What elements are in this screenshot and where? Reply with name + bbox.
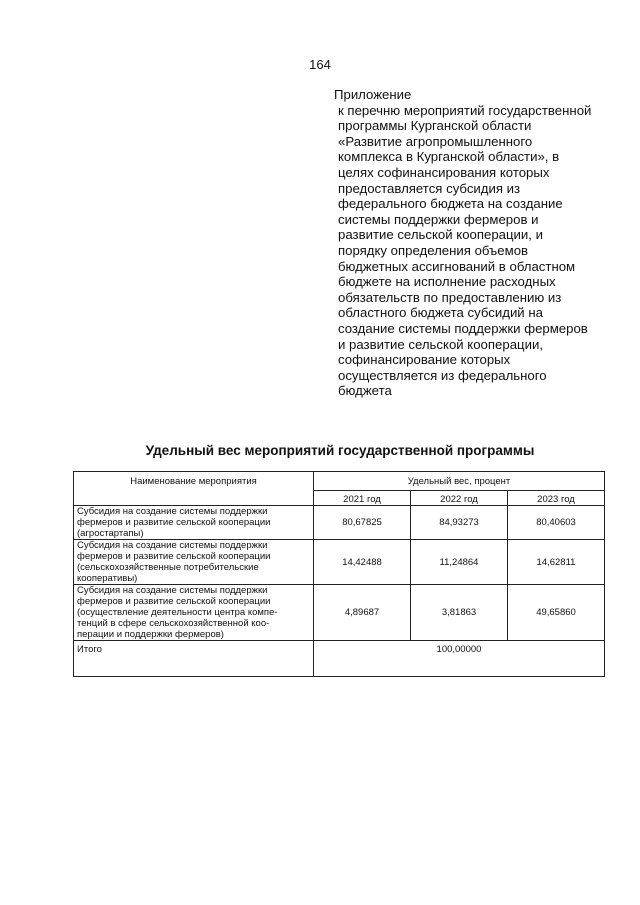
value-2023: 49,65860 [508,585,605,641]
page-number: 164 [309,57,331,72]
value-2023: 80,40603 [508,506,605,540]
row-name-line: (агростартапы) [77,528,144,539]
value-2021: 4,89687 [314,585,411,641]
header-year-2021: 2021 год [314,491,411,506]
appendix-line: целях софинансирования которых [338,164,550,180]
row-name-line: тенций в сфере сельскохозяйственной коо- [77,618,270,629]
appendix-line: федерального бюджета на создание [338,196,563,212]
row-name-line: кооперативы) [77,573,138,584]
appendix-line: порядку определения объемов [338,242,529,258]
table-total-row [74,641,605,677]
appendix-line: системы поддержки фермеров и [338,211,539,227]
total-value: 100,00000 [314,641,605,677]
appendix-line: областного бюджета субсидий на [338,305,543,321]
row-name-line: фермеров и развитие сельской кооперации [77,551,271,562]
appendix-heading: Приложение [334,87,412,102]
appendix-line: обязательств по предоставлению из [338,289,562,305]
row-name [74,585,314,641]
row-name-line: (сельскохозяйственные потребительские [77,562,259,573]
table-title: Удельный вес мероприятий государственной программы [145,443,535,458]
row-name-line: фермеров и развитие сельской кооперации [77,596,271,607]
value-2021: 14,42488 [314,540,411,585]
table-header-row [74,472,605,491]
appendix-line: развитие сельской кооперации, и [338,227,543,243]
row-name-line: (осуществление деятельности центра компе- [77,607,278,618]
value-2022: 84,93273 [411,506,508,540]
row-name-line: Субсидия на создание системы поддержки [77,585,268,596]
appendix-line: «Развитие агропромышленного [338,133,533,149]
row-name-line: Субсидия на создание системы поддержки [77,540,268,551]
appendix-note [334,87,614,399]
value-2022: 11,24864 [411,540,508,585]
value-2021: 80,67825 [314,506,411,540]
appendix-line: программы Курганской области [338,118,532,134]
appendix-line: бюджета [338,383,392,399]
appendix-line: создание системы поддержки фермеров [338,320,588,336]
appendix-line: и развитие сельской кооперации, [338,336,543,352]
header-name: Наименование мероприятия [74,472,314,506]
appendix-line: бюджетных ассигнований в областном [338,258,576,274]
header-weight: Удельный вес, процент [314,472,605,491]
table-row [74,540,605,585]
appendix-line: осуществляется из федерального [338,367,547,383]
row-name-line: перации и поддержки фермеров) [77,629,224,640]
table-row [74,506,605,540]
row-name-line: фермеров и развитие сельской кооперации [77,517,271,528]
weights-table [73,471,605,677]
header-year-2023: 2023 год [508,491,605,506]
header-year-2022: 2022 год [411,491,508,506]
appendix-line: комплекса в Курганской области», в [338,149,560,165]
appendix-line: софинансирование которых [338,352,511,368]
appendix-line: бюджете на исполнение расходных [338,274,556,290]
table-row [74,585,605,641]
value-2023: 14,62811 [508,540,605,585]
appendix-line: к перечню мероприятий государственной [338,102,592,118]
value-2022: 3,81863 [411,585,508,641]
row-name [74,540,314,585]
appendix-line: предоставляется субсидия из [338,180,521,196]
total-label: Итого [74,641,314,677]
row-name [74,506,314,540]
row-name-line: Субсидия на создание системы поддержки [77,506,268,517]
